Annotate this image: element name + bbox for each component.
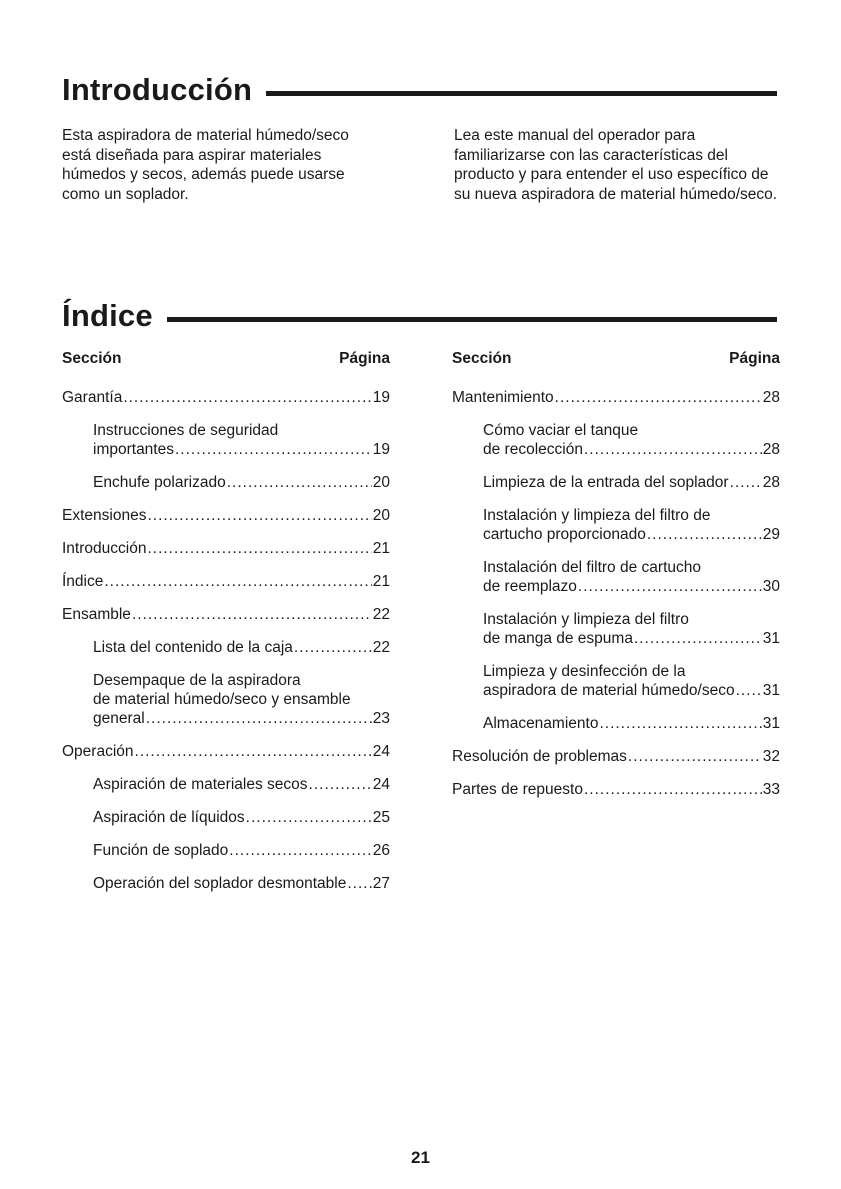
toc-entry-title-prefix: Cómo vaciar el tanque — [483, 422, 639, 439]
section-column-header: Sección — [452, 350, 512, 367]
toc-entry-page: 32 — [762, 748, 780, 765]
toc-list-right — [452, 388, 780, 799]
dot-leader — [647, 525, 762, 544]
toc-entry-title: aspiradora de material húmedo/seco — [483, 682, 735, 699]
toc-entry-title: Mantenimiento — [452, 389, 554, 406]
toc-entry[interactable] — [452, 558, 780, 596]
toc-entry[interactable] — [62, 572, 390, 591]
toc-column-right — [452, 350, 780, 813]
toc-list-left — [62, 388, 390, 893]
toc-entry[interactable] — [62, 539, 390, 558]
toc-entry-title: general — [93, 710, 145, 727]
toc-entry[interactable] — [62, 473, 390, 492]
toc-entry[interactable] — [452, 780, 780, 799]
intro-heading — [62, 74, 777, 105]
toc-entry[interactable] — [62, 388, 390, 407]
toc-entry-title: Aspiración de materiales secos — [93, 776, 308, 793]
intro-title: Introducción — [62, 72, 253, 107]
toc-entry-page: 31 — [762, 682, 780, 699]
toc-entry[interactable] — [62, 808, 390, 827]
toc-entry-page: 21 — [372, 573, 390, 590]
toc-entry-title: Limpieza de la entrada del soplador — [483, 474, 729, 491]
dot-leader — [294, 638, 372, 657]
toc-entry-title: Enchufe polarizado — [93, 474, 226, 491]
toc-entry-page: 28 — [762, 389, 780, 406]
toc-entry-page: 22 — [372, 639, 390, 656]
toc-entry-title: Resolución de problemas — [452, 748, 627, 765]
dot-leader — [347, 874, 371, 893]
toc-entry-title: Ensamble — [62, 606, 131, 623]
toc-entry-title: de recolección — [483, 441, 583, 458]
toc-entry-page: 26 — [372, 842, 390, 859]
toc-entry-title: Lista del contenido de la caja — [93, 639, 293, 656]
dot-leader — [132, 605, 372, 624]
dot-leader — [147, 539, 371, 558]
dot-leader — [628, 747, 762, 766]
toc-entry-title: de reemplazo — [483, 578, 577, 595]
toc-entry-title: Índice — [62, 573, 104, 590]
toc-entry-title-prefix: de material húmedo/seco y ensamble — [93, 691, 351, 708]
toc-entry-title: Garantía — [62, 389, 123, 406]
dot-leader — [246, 808, 372, 827]
toc-entry[interactable] — [62, 742, 390, 761]
dot-leader — [736, 681, 762, 700]
page-column-header: Página — [339, 350, 390, 367]
toc-entry-page: 27 — [372, 875, 390, 892]
dot-leader — [147, 506, 371, 525]
toc-entry-page: 20 — [372, 474, 390, 491]
dot-leader — [146, 709, 372, 728]
intro-paragraph-right: Lea este manual del operador para familiarizarse con las características del producto y para entender el uso específico de su nueva aspiradora de material húmedo/seco. — [454, 127, 778, 203]
toc-entry-title-prefix: Limpieza y desinfección de la — [483, 663, 686, 680]
toc-entry[interactable] — [62, 874, 390, 893]
toc-entry-title: Función de soplado — [93, 842, 229, 859]
toc-column-left — [62, 350, 390, 907]
dot-leader — [175, 440, 372, 459]
toc-entry[interactable] — [62, 506, 390, 525]
toc-entry-title: de manga de espuma — [483, 630, 633, 647]
dot-leader — [135, 742, 372, 761]
page-number: 21 — [411, 1148, 430, 1167]
toc-entry[interactable] — [452, 473, 780, 492]
toc-entry[interactable] — [452, 610, 780, 648]
dot-leader — [555, 388, 762, 407]
heading-rule — [167, 317, 777, 322]
toc-entry-title-prefix: Desempaque de la aspiradora — [93, 672, 301, 689]
indice-heading — [62, 300, 777, 331]
heading-rule — [266, 91, 777, 96]
toc-entry-title-prefix: Instalación del filtro de cartucho — [483, 559, 701, 576]
toc-entry-title: cartucho proporcionado — [483, 526, 646, 543]
indice-title: Índice — [62, 298, 153, 333]
dot-leader — [104, 572, 371, 591]
toc-entry-title: Almacenamiento — [483, 715, 599, 732]
dot-leader — [578, 577, 762, 596]
toc-entry[interactable] — [62, 671, 390, 728]
toc-entry-title: Extensiones — [62, 507, 147, 524]
page-column-header: Página — [729, 350, 780, 367]
toc-entry-page: 20 — [372, 507, 390, 524]
toc-header — [452, 350, 780, 369]
toc-entry-page: 28 — [762, 441, 780, 458]
toc-entry-page: 31 — [762, 715, 780, 732]
dot-leader — [730, 473, 762, 492]
toc-entry[interactable] — [452, 388, 780, 407]
toc-entry-page: 33 — [762, 781, 780, 798]
toc-entry-page: 19 — [372, 389, 390, 406]
toc-entry-title: Partes de repuesto — [452, 781, 583, 798]
toc-entry[interactable] — [452, 662, 780, 700]
toc-entry[interactable] — [452, 747, 780, 766]
toc-entry-page: 24 — [372, 743, 390, 760]
toc-entry[interactable] — [62, 638, 390, 657]
dot-leader — [584, 440, 762, 459]
toc-entry-title: Aspiración de líquidos — [93, 809, 245, 826]
toc-entry-title: Operación del soplador desmontable — [93, 875, 347, 892]
toc-entry[interactable] — [452, 421, 780, 459]
toc-entry[interactable] — [452, 714, 780, 733]
toc-entry-title: Operación — [62, 743, 134, 760]
dot-leader — [309, 775, 372, 794]
dot-leader — [123, 388, 371, 407]
intro-paragraph-left: Esta aspiradora de material húmedo/seco está diseñada para aspirar materiales húmedos y secos, además puede usarse como un soplador. — [62, 127, 349, 203]
toc-entry-page: 30 — [762, 578, 780, 595]
toc-entry-title-prefix: Instalación y limpieza del filtro — [483, 611, 689, 628]
toc-entry-page: 19 — [372, 441, 390, 458]
toc-entry-title: importantes — [93, 441, 174, 458]
toc-entry-title-prefix: Instalación y limpieza del filtro de — [483, 507, 711, 524]
section-column-header: Sección — [62, 350, 122, 367]
toc-entry[interactable] — [452, 506, 780, 544]
toc-entry-page: 21 — [372, 540, 390, 557]
toc-entry-page: 28 — [762, 474, 780, 491]
dot-leader — [229, 841, 371, 860]
toc-entry-page: 29 — [762, 526, 780, 543]
toc-entry[interactable] — [62, 605, 390, 624]
dot-leader — [227, 473, 372, 492]
toc-entry[interactable] — [62, 841, 390, 860]
toc-entry-page: 25 — [372, 809, 390, 826]
toc-entry[interactable] — [62, 775, 390, 794]
toc-entry-page: 23 — [372, 710, 390, 727]
dot-leader — [599, 714, 761, 733]
toc-entry-page: 24 — [372, 776, 390, 793]
toc-entry[interactable] — [62, 421, 390, 459]
toc-entry-title-prefix: Instrucciones de seguridad — [93, 422, 279, 439]
dot-leader — [634, 629, 762, 648]
toc-entry-page: 22 — [372, 606, 390, 623]
toc-header — [62, 350, 390, 369]
toc-entry-page: 31 — [762, 630, 780, 647]
toc-entry-title: Introducción — [62, 540, 147, 557]
dot-leader — [584, 780, 762, 799]
